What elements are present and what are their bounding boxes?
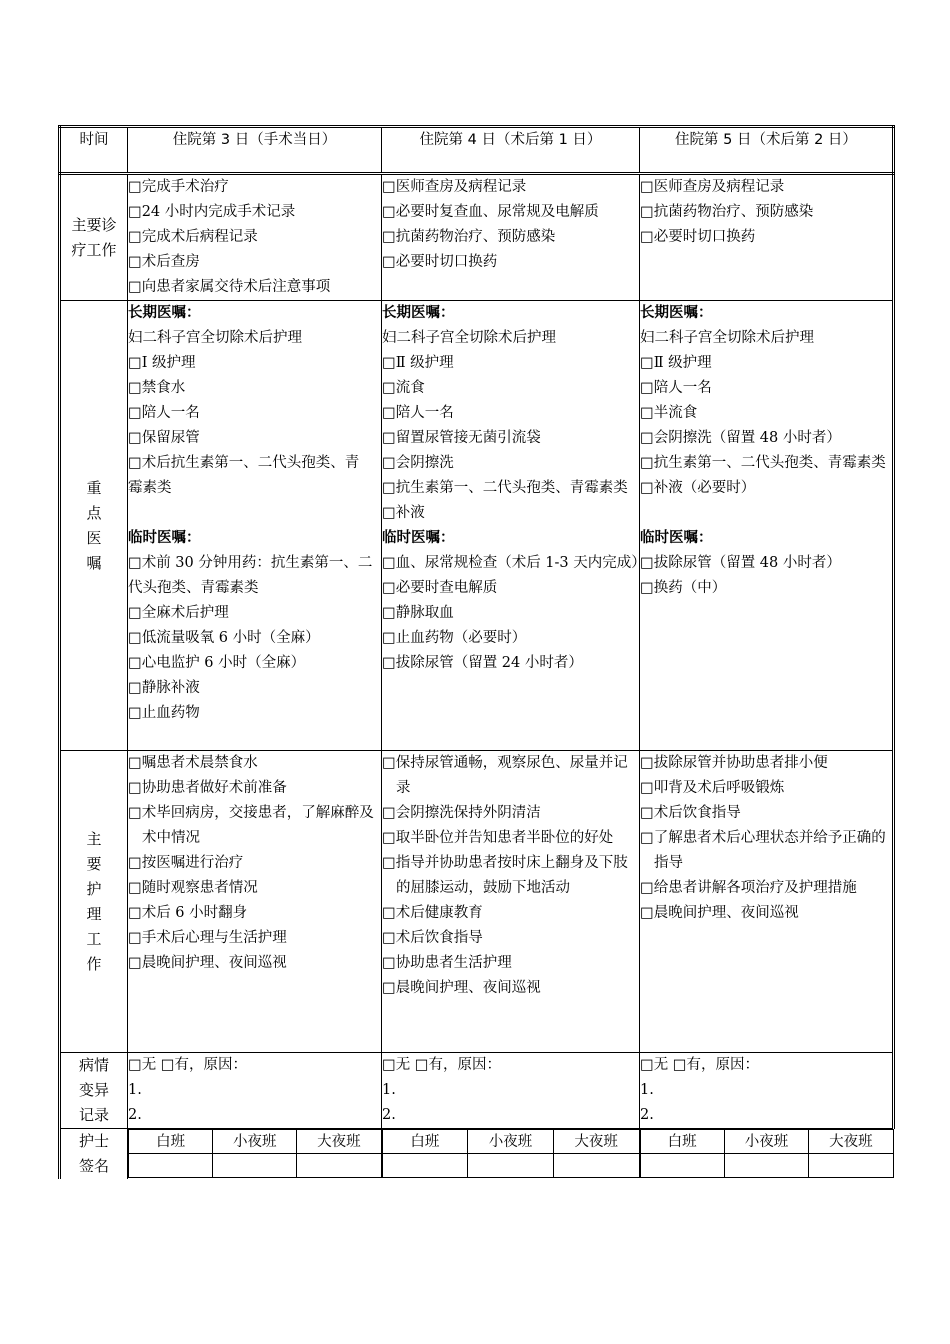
list-item: □Ⅱ 级护理 (640, 355, 712, 371)
list-item: □会阴擦洗 (382, 455, 454, 471)
list-item: □拔除尿管并协助患者排小便 (640, 755, 828, 771)
list-item: □陪人一名 (128, 405, 200, 421)
list-item: □嘱患者术晨禁食水 (128, 755, 258, 771)
clinical-pathway-table (58, 125, 892, 1179)
orders-row (60, 301, 894, 751)
orders-label-char: 点 (86, 503, 102, 522)
list-item: □术后查房 (128, 254, 200, 270)
variance-label-line: 记录 (78, 1106, 109, 1124)
list-item: □叩背及术后呼吸锻炼 (640, 780, 785, 796)
list-item: □术后饮食指导 (382, 930, 483, 946)
shift-evening-label: 小夜班 (468, 1130, 554, 1154)
variance-item: 1. (128, 1082, 142, 1098)
signature-row (60, 1129, 894, 1180)
orders-label-char: 医 (86, 528, 102, 547)
header-day4: 住院第 4 日（术后第 1 日） (382, 127, 640, 174)
temporary-orders-title: 临时医嘱： (382, 530, 455, 546)
diagnosis-row (60, 174, 894, 301)
nursing-label-char: 作 (86, 954, 102, 973)
list-item: □拔除尿管（留置 48 小时者） (640, 555, 841, 571)
list-item: □完成术后病程记录 (128, 229, 258, 245)
list-item: □抗生素第一、二代头孢类、青霉素类 (640, 455, 886, 471)
list-item: □向患者家属交待术后注意事项 (128, 279, 331, 295)
diagnosis-label-line1: 主要诊 (71, 215, 117, 234)
nursing-row (60, 751, 894, 1053)
list-item: □止血药物 (128, 705, 200, 721)
list-item: 妇二科子宫全切除术后护理 (640, 330, 814, 346)
shift-day-label: 白班 (382, 1130, 468, 1154)
list-item: □全麻术后护理 (128, 605, 229, 621)
temporary-orders-title: 临时医嘱： (640, 530, 713, 546)
signature-grid (382, 1129, 640, 1178)
list-item: □Ⅱ 级护理 (382, 355, 454, 371)
list-item: □按医嘱进行治疗 (128, 855, 244, 871)
variance-day4 (382, 1053, 640, 1129)
signature-field[interactable] (382, 1154, 468, 1178)
list-item: □24 小时内完成手术记录 (128, 204, 296, 220)
list-item: □晨晚间护理、夜间巡视 (382, 980, 541, 996)
long-term-orders-title: 长期医嘱： (128, 305, 201, 321)
signature-field[interactable] (213, 1154, 297, 1178)
shift-day-label: 白班 (640, 1130, 724, 1154)
list-item: □会阴擦洗保持外阴清洁 (382, 805, 541, 821)
list-item: □指导并协助患者按时床上翻身及下肢的屈膝运动，鼓励下地活动 (382, 855, 628, 896)
header-row (60, 127, 894, 174)
variance-options: □无 □有，原因： (128, 1057, 248, 1073)
nursing-day3 (128, 751, 382, 1053)
list-item: □静脉取血 (382, 605, 454, 621)
signature-field[interactable] (724, 1154, 808, 1178)
signature-label (60, 1129, 128, 1180)
list-item: □必要时复查血、尿常规及电解质 (382, 204, 599, 220)
list-item: □了解患者术后心理状态并给予正确的指导 (640, 830, 886, 871)
signature-grid (640, 1129, 894, 1178)
list-item: □低流量吸氧 6 小时（全麻） (128, 630, 320, 646)
shift-night-label: 大夜班 (297, 1130, 381, 1154)
diagnosis-label (60, 174, 128, 301)
signature-day3 (128, 1129, 382, 1180)
long-term-orders-title: 长期医嘱： (382, 305, 455, 321)
list-item: □晨晚间护理、夜间巡视 (640, 905, 799, 921)
signature-field[interactable] (640, 1154, 724, 1178)
diagnosis-day3 (128, 174, 382, 301)
orders-label-char: 重 (86, 478, 102, 497)
diagnosis-label-line2: 疗工作 (71, 240, 117, 259)
list-item: □协助患者做好术前准备 (128, 780, 287, 796)
variance-label (60, 1053, 128, 1129)
orders-label (60, 301, 128, 751)
list-item: □协助患者生活护理 (382, 955, 512, 971)
list-item: □补液 (382, 505, 425, 521)
list-item: □血、尿常规检查（术后 1-3 天内完成） (382, 555, 646, 571)
list-item: □抗菌药物治疗、预防感染 (640, 204, 814, 220)
header-day3: 住院第 3 日（手术当日） (128, 127, 382, 174)
variance-item: 2. (128, 1107, 142, 1123)
shift-evening-label: 小夜班 (213, 1130, 297, 1154)
nursing-label-char: 主 (86, 829, 102, 848)
list-item: □取半卧位并告知患者半卧位的好处 (382, 830, 614, 846)
long-term-orders-title: 长期医嘱： (640, 305, 713, 321)
list-item: □补液（必要时） (640, 480, 756, 496)
spacer (640, 501, 892, 526)
signature-label-line: 护士 (78, 1132, 109, 1150)
list-item: □心电监护 6 小时（全麻） (128, 655, 306, 671)
list-item: □术前 30 分钟用药：抗生素第一、二代头孢类、青霉素类 (128, 555, 373, 596)
list-item: □给患者讲解各项治疗及护理措施 (640, 880, 857, 896)
variance-label-line: 变异 (78, 1081, 109, 1099)
header-time: 时间 (60, 127, 128, 174)
signature-field[interactable] (129, 1154, 213, 1178)
variance-item: 2. (382, 1107, 396, 1123)
list-item: □随时观察患者情况 (128, 880, 258, 896)
variance-item: 2. (640, 1107, 654, 1123)
variance-options: □无 □有，原因： (640, 1057, 760, 1073)
diagnosis-day4 (382, 174, 640, 301)
list-item: □术毕回病房，交接患者，了解麻醉及术中情况 (128, 805, 374, 846)
nursing-label-char: 要 (86, 854, 102, 873)
nursing-label-char: 理 (86, 904, 102, 923)
list-item: □会阴擦洗（留置 48 小时者） (640, 430, 841, 446)
list-item: □保持尿管通畅，观察尿色、尿量并记录 (382, 755, 628, 796)
signature-day5 (640, 1129, 894, 1180)
list-item: □医师查房及病程记录 (640, 179, 785, 195)
signature-field[interactable] (468, 1154, 554, 1178)
nursing-day5 (640, 751, 894, 1053)
list-item: □流食 (382, 380, 425, 396)
variance-item: 1. (640, 1082, 654, 1098)
list-item: □留置尿管接无菌引流袋 (382, 430, 541, 446)
list-item: □医师查房及病程记录 (382, 179, 527, 195)
spacer (128, 501, 381, 526)
temporary-orders-title: 临时医嘱： (128, 530, 201, 546)
variance-day5 (640, 1053, 894, 1129)
list-item: □陪人一名 (382, 405, 454, 421)
diagnosis-day5 (640, 174, 894, 301)
nursing-label (60, 751, 128, 1053)
nursing-label-char: 护 (86, 879, 102, 898)
list-item: □必要时切口换药 (382, 254, 498, 270)
variance-day3 (128, 1053, 382, 1129)
list-item: □手术后心理与生活护理 (128, 930, 287, 946)
signature-day4 (382, 1129, 640, 1180)
orders-day4 (382, 301, 646, 751)
nursing-day4 (382, 751, 640, 1053)
list-item: 妇二科子宫全切除术后护理 (128, 330, 302, 346)
list-item: □抗生素第一、二代头孢类、青霉素类 (382, 480, 628, 496)
orders-day5 (640, 301, 894, 751)
list-item: □保留尿管 (128, 430, 200, 446)
variance-label-line: 病情 (78, 1056, 109, 1074)
list-item: □术后抗生素第一、二代头孢类、青霉素类 (128, 455, 360, 496)
list-item: □陪人一名 (640, 380, 712, 396)
variance-row (60, 1053, 894, 1129)
shift-day-label: 白班 (129, 1130, 213, 1154)
shift-night-label: 大夜班 (809, 1130, 893, 1154)
shift-night-label: 大夜班 (553, 1130, 639, 1154)
list-item: □必要时切口换药 (640, 229, 756, 245)
signature-field[interactable] (809, 1154, 893, 1178)
signature-label-line: 签名 (78, 1157, 109, 1175)
list-item: □换药（中） (640, 580, 727, 596)
header-day5: 住院第 5 日（术后第 2 日） (640, 127, 894, 174)
list-item: □半流食 (640, 405, 698, 421)
variance-options: □无 □有，原因： (382, 1057, 502, 1073)
list-item: □完成手术治疗 (128, 179, 229, 195)
list-item: □抗菌药物治疗、预防感染 (382, 229, 556, 245)
list-item: □晨晚间护理、夜间巡视 (128, 955, 287, 971)
list-item: □必要时查电解质 (382, 580, 498, 596)
list-item: □静脉补液 (128, 680, 200, 696)
list-item: □Ⅰ 级护理 (128, 355, 196, 371)
signature-field[interactable] (297, 1154, 381, 1178)
list-item: □术后 6 小时翻身 (128, 905, 248, 921)
orders-day3 (128, 301, 382, 751)
list-item: □止血药物（必要时） (382, 630, 527, 646)
nursing-label-char: 工 (86, 929, 102, 948)
list-item: 妇二科子宫全切除术后护理 (382, 330, 556, 346)
list-item: □拔除尿管（留置 24 小时者） (382, 655, 583, 671)
shift-evening-label: 小夜班 (724, 1130, 808, 1154)
variance-item: 1. (382, 1082, 396, 1098)
pathway-table (58, 125, 895, 1179)
list-item: □禁食水 (128, 380, 186, 396)
signature-grid (128, 1129, 382, 1178)
signature-field[interactable] (553, 1154, 639, 1178)
list-item: □术后饮食指导 (640, 805, 741, 821)
orders-label-char: 嘱 (86, 553, 102, 572)
list-item: □术后健康教育 (382, 905, 483, 921)
